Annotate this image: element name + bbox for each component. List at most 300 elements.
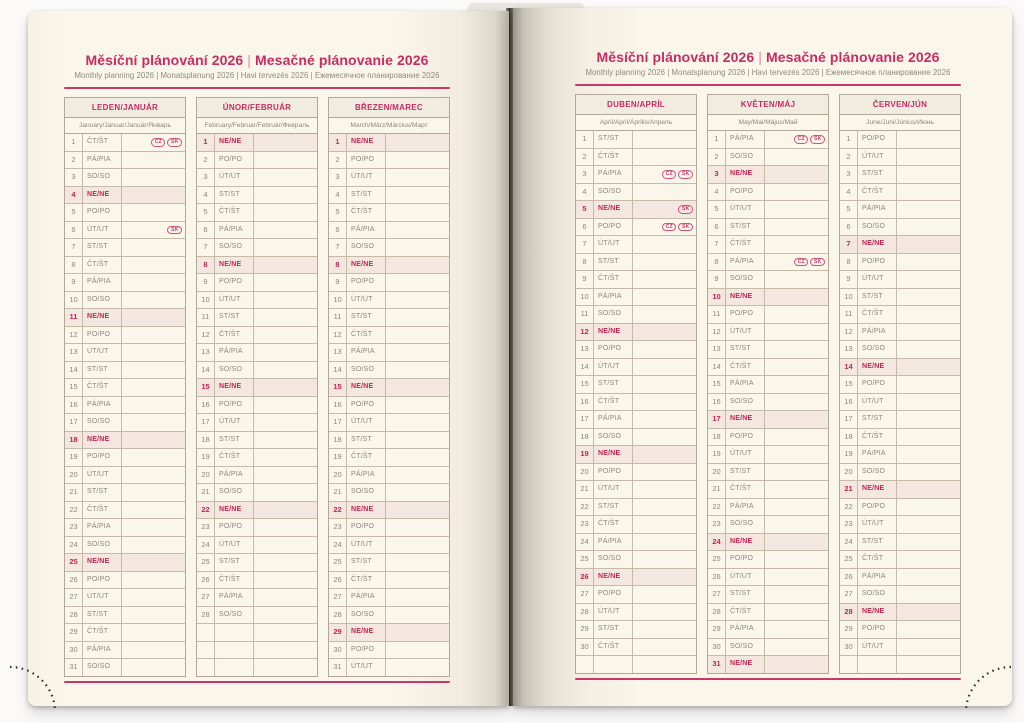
day-row — [840, 149, 960, 167]
day-number-cell: 19 — [329, 449, 347, 466]
day-number-cell: 23 — [197, 519, 215, 536]
day-row — [576, 166, 696, 184]
day-abbr-cell: NE/NE — [726, 534, 765, 551]
day-row — [708, 166, 828, 184]
day-row — [708, 219, 828, 237]
day-abbr-cell: PÁ/PIA — [347, 222, 386, 239]
day-number-cell: 19 — [840, 446, 858, 463]
day-row — [197, 484, 317, 502]
day-abbr-cell: ČT/ŠT — [858, 184, 897, 201]
day-abbr-cell: PO/PO — [594, 219, 633, 236]
day-abbr-cell: PO/PO — [858, 499, 897, 516]
month-table-april — [575, 94, 697, 674]
day-abbr-cell: ČT/ŠT — [83, 134, 122, 151]
day-row — [65, 379, 185, 397]
title-slovak: Mesačné plánovanie 2026 — [766, 49, 940, 65]
day-row — [576, 499, 696, 517]
day-abbr-cell: PÁ/PIA — [594, 411, 633, 428]
day-abbr-cell: PO/PO — [347, 397, 386, 414]
empty-row — [197, 659, 317, 676]
day-number-cell: 4 — [197, 187, 215, 204]
day-row — [65, 607, 185, 625]
day-number-cell: 26 — [65, 572, 83, 589]
day-abbr-cell: ÚT/UT — [83, 344, 122, 361]
day-notes-cell — [765, 639, 828, 656]
day-notes-cell — [633, 411, 696, 428]
day-notes-cell — [386, 239, 449, 256]
page-left-content — [64, 11, 450, 706]
day-number-cell: 6 — [840, 219, 858, 236]
day-row — [197, 169, 317, 187]
day-row — [329, 502, 449, 520]
day-notes-cell — [765, 184, 828, 201]
day-number-cell: 18 — [329, 432, 347, 449]
day-notes-cell — [254, 467, 317, 484]
day-abbr-cell: ST/ST — [83, 607, 122, 624]
day-notes-cell — [122, 379, 185, 396]
day-number-cell: 16 — [329, 397, 347, 414]
day-row — [329, 642, 449, 660]
day-number-cell: 12 — [576, 324, 594, 341]
day-number-cell: 17 — [708, 411, 726, 428]
day-row — [708, 429, 828, 447]
day-row — [576, 621, 696, 639]
day-row — [329, 537, 449, 555]
day-notes-cell — [254, 187, 317, 204]
day-abbr-cell: ST/ST — [726, 341, 765, 358]
month-languages-label: May/Mai/Május/Май — [708, 115, 828, 131]
day-abbr-cell: PÁ/PIA — [347, 589, 386, 606]
day-number-cell: 13 — [576, 341, 594, 358]
day-number-cell: 9 — [197, 274, 215, 291]
divider-bottom — [64, 681, 450, 683]
day-number-cell: 14 — [840, 359, 858, 376]
day-number-cell: 20 — [329, 467, 347, 484]
title-czech: Měsíční plánování 2026 — [85, 52, 244, 68]
day-abbr-cell: PÁ/PIA — [215, 222, 254, 239]
day-row — [197, 239, 317, 257]
day-notes-cell — [765, 236, 828, 253]
day-abbr-cell: PO/PO — [347, 642, 386, 659]
day-row — [840, 604, 960, 622]
day-row — [840, 254, 960, 272]
day-abbr-cell: SO/SO — [215, 239, 254, 256]
day-number-cell: 2 — [840, 149, 858, 166]
day-abbr-cell: ÚT/UT — [83, 467, 122, 484]
day-abbr-cell: SO/SO — [83, 414, 122, 431]
day-notes-cell — [765, 149, 828, 166]
day-notes-cell — [765, 306, 828, 323]
day-notes-cell — [633, 534, 696, 551]
day-number-cell: 31 — [65, 659, 83, 676]
page-right-content — [575, 8, 961, 706]
day-abbr-cell: PO/PO — [858, 621, 897, 638]
day-abbr-cell: PO/PO — [215, 274, 254, 291]
day-notes-cell — [254, 134, 317, 151]
empty-row — [197, 624, 317, 642]
day-number-cell: 30 — [65, 642, 83, 659]
day-number-cell: 9 — [329, 274, 347, 291]
day-abbr-cell: NE/NE — [215, 379, 254, 396]
divider-top — [64, 87, 450, 89]
day-row — [576, 376, 696, 394]
day-row — [576, 516, 696, 534]
day-notes-cell — [897, 411, 960, 428]
day-number-cell: 18 — [576, 429, 594, 446]
day-number-cell: 6 — [329, 222, 347, 239]
day-row — [576, 429, 696, 447]
day-notes-cell — [122, 397, 185, 414]
day-number-cell: 5 — [708, 201, 726, 218]
day-row — [708, 464, 828, 482]
day-abbr-cell: PÁ/PIA — [215, 344, 254, 361]
day-row — [576, 551, 696, 569]
day-row — [708, 394, 828, 412]
day-number-cell: 5 — [65, 204, 83, 221]
day-row — [576, 219, 696, 237]
day-abbr-cell: ST/ST — [347, 554, 386, 571]
month-tables-left — [64, 97, 450, 677]
day-number-cell: 4 — [576, 184, 594, 201]
day-number-cell: 2 — [197, 152, 215, 169]
day-notes-cell — [633, 201, 696, 218]
day-number-cell: 23 — [65, 519, 83, 536]
day-abbr-cell: NE/NE — [858, 359, 897, 376]
day-number-cell: 14 — [197, 362, 215, 379]
day-row — [576, 131, 696, 149]
day-row — [197, 589, 317, 607]
month-table-march — [328, 97, 450, 677]
day-number-cell: 15 — [197, 379, 215, 396]
day-row — [329, 187, 449, 205]
day-abbr-cell: ČT/ŠT — [347, 327, 386, 344]
day-number-cell: 5 — [329, 204, 347, 221]
day-notes-cell — [897, 464, 960, 481]
day-notes-cell — [386, 537, 449, 554]
day-abbr-cell: PÁ/PIA — [215, 589, 254, 606]
day-number-cell: 26 — [576, 569, 594, 586]
perforation-arc-left — [0, 640, 70, 720]
day-notes-cell — [254, 397, 317, 414]
day-notes-cell — [386, 257, 449, 274]
day-row — [840, 359, 960, 377]
day-abbr-cell: ÚT/UT — [594, 481, 633, 498]
day-row — [329, 519, 449, 537]
day-abbr-cell: NE/NE — [215, 257, 254, 274]
day-number-cell: 16 — [65, 397, 83, 414]
day-notes-cell — [897, 516, 960, 533]
month-table-june — [839, 94, 961, 674]
day-number-cell — [197, 642, 215, 659]
day-abbr-cell: NE/NE — [594, 201, 633, 218]
day-row — [197, 134, 317, 152]
day-row — [840, 166, 960, 184]
day-abbr-cell: PÁ/PIA — [347, 467, 386, 484]
day-row — [197, 467, 317, 485]
day-number-cell: 24 — [65, 537, 83, 554]
day-row — [576, 341, 696, 359]
day-abbr-cell: ČT/ŠT — [215, 449, 254, 466]
day-number-cell: 3 — [329, 169, 347, 186]
day-row — [840, 569, 960, 587]
day-notes-cell — [386, 187, 449, 204]
day-notes-cell — [122, 344, 185, 361]
day-notes-cell — [122, 134, 185, 151]
day-notes-cell — [122, 292, 185, 309]
day-abbr-cell: SO/SO — [215, 607, 254, 624]
day-abbr-cell: ČT/ŠT — [594, 516, 633, 533]
day-notes-cell — [254, 607, 317, 624]
day-number-cell: 7 — [197, 239, 215, 256]
day-notes-cell — [254, 484, 317, 501]
day-number-cell: 16 — [197, 397, 215, 414]
day-row — [840, 586, 960, 604]
day-abbr-cell: PÁ/PIA — [726, 131, 765, 148]
day-number-cell: 30 — [708, 639, 726, 656]
day-row — [840, 341, 960, 359]
day-notes-cell — [122, 519, 185, 536]
day-notes-cell — [897, 551, 960, 568]
day-abbr-cell: PÁ/PIA — [726, 254, 765, 271]
day-notes-cell — [897, 359, 960, 376]
day-number-cell: 11 — [329, 309, 347, 326]
day-number-cell: 2 — [329, 152, 347, 169]
day-notes-cell — [386, 659, 449, 676]
day-row — [65, 467, 185, 485]
day-abbr-cell: ČT/ŠT — [858, 306, 897, 323]
day-abbr-cell: NE/NE — [726, 411, 765, 428]
day-abbr-cell: SO/SO — [594, 306, 633, 323]
day-number-cell: 15 — [708, 376, 726, 393]
day-notes-cell — [633, 254, 696, 271]
day-abbr-cell: ČT/ŠT — [215, 572, 254, 589]
day-row — [197, 274, 317, 292]
day-row — [840, 271, 960, 289]
day-number-cell: 4 — [65, 187, 83, 204]
day-notes-cell — [897, 586, 960, 603]
day-number-cell: 24 — [708, 534, 726, 551]
day-abbr-cell: ST/ST — [215, 554, 254, 571]
day-abbr-cell: ÚT/UT — [347, 292, 386, 309]
day-number-cell: 29 — [576, 621, 594, 638]
day-abbr-cell: ČT/ŠT — [594, 149, 633, 166]
month-name-label: KVĚTEN/MÁJ — [708, 95, 828, 115]
day-notes-cell — [122, 257, 185, 274]
day-row — [708, 306, 828, 324]
day-abbr-cell: PO/PO — [215, 397, 254, 414]
day-notes-cell — [122, 607, 185, 624]
day-notes-cell — [122, 187, 185, 204]
day-number-cell: 15 — [65, 379, 83, 396]
day-abbr-cell: PÁ/PIA — [726, 376, 765, 393]
day-notes-cell — [254, 642, 317, 659]
day-notes-cell — [122, 537, 185, 554]
day-abbr-cell: SO/SO — [347, 239, 386, 256]
day-row — [65, 659, 185, 676]
day-row — [708, 586, 828, 604]
page-subtitle: Monthly planning 2026 | Monatsplanung 2026 | Havi tervezés 2026 | Ежемесячное планирование 2026 — [585, 68, 951, 77]
day-row — [576, 464, 696, 482]
day-number-cell: 9 — [708, 271, 726, 288]
empty-row — [197, 642, 317, 660]
day-abbr-cell: SO/SO — [726, 394, 765, 411]
day-row — [708, 184, 828, 202]
day-abbr-cell: PÁ/PIA — [726, 499, 765, 516]
day-notes-cell — [254, 309, 317, 326]
day-abbr-cell: PO/PO — [594, 341, 633, 358]
day-notes-cell — [633, 586, 696, 603]
day-abbr-cell: SO/SO — [858, 219, 897, 236]
day-row — [576, 236, 696, 254]
day-abbr-cell: ST/ST — [215, 187, 254, 204]
day-abbr-cell: ÚT/UT — [726, 201, 765, 218]
day-row — [65, 432, 185, 450]
day-notes-cell — [122, 169, 185, 186]
month-name-label: DUBEN/APRÍL — [576, 95, 696, 115]
day-number-cell: 10 — [708, 289, 726, 306]
day-number-cell: 8 — [329, 257, 347, 274]
day-row — [329, 239, 449, 257]
day-notes-cell — [633, 236, 696, 253]
day-row — [708, 324, 828, 342]
day-abbr-cell: ST/ST — [858, 289, 897, 306]
day-number-cell: 11 — [708, 306, 726, 323]
day-abbr-cell: PO/PO — [347, 152, 386, 169]
day-number-cell — [840, 656, 858, 673]
page-title — [64, 52, 450, 68]
day-number-cell: 29 — [708, 621, 726, 638]
day-number-cell: 27 — [329, 589, 347, 606]
month-languages-label: March/März/Március/Март — [329, 118, 449, 134]
day-abbr-cell: NE/NE — [83, 187, 122, 204]
day-abbr-cell: NE/NE — [83, 432, 122, 449]
day-row — [840, 219, 960, 237]
day-row — [197, 344, 317, 362]
month-languages-label: January/Januar/Január/Январь — [65, 118, 185, 134]
day-number-cell: 13 — [708, 341, 726, 358]
day-number-cell: 1 — [576, 131, 594, 148]
day-abbr-cell: PO/PO — [726, 551, 765, 568]
day-notes-cell — [122, 572, 185, 589]
day-row — [576, 569, 696, 587]
day-notes-cell — [897, 271, 960, 288]
day-row — [840, 464, 960, 482]
day-abbr-cell: NE/NE — [83, 554, 122, 571]
day-number-cell: 8 — [840, 254, 858, 271]
day-number-cell: 1 — [840, 131, 858, 148]
day-number-cell: 31 — [708, 656, 726, 673]
title-slovak: Mesačné plánovanie 2026 — [255, 52, 429, 68]
day-notes-cell — [765, 219, 828, 236]
day-abbr-cell: PÁ/PIA — [83, 152, 122, 169]
day-row — [708, 446, 828, 464]
day-row — [197, 432, 317, 450]
day-row — [65, 502, 185, 520]
day-row — [65, 624, 185, 642]
day-abbr-cell: PÁ/PIA — [83, 519, 122, 536]
day-abbr-cell: PO/PO — [83, 572, 122, 589]
holiday-badge-cz: CZ — [794, 258, 808, 267]
day-row — [708, 411, 828, 429]
day-abbr-cell: ČT/ŠT — [83, 379, 122, 396]
day-abbr-cell — [215, 642, 254, 659]
day-notes-cell — [386, 449, 449, 466]
day-row — [840, 499, 960, 517]
day-abbr-cell: SO/SO — [83, 537, 122, 554]
day-row — [840, 289, 960, 307]
day-abbr-cell: NE/NE — [347, 624, 386, 641]
day-number-cell: 3 — [840, 166, 858, 183]
day-number-cell: 17 — [576, 411, 594, 428]
day-notes-cell — [765, 166, 828, 183]
day-notes-cell — [897, 149, 960, 166]
day-number-cell: 22 — [197, 502, 215, 519]
day-notes-cell — [633, 429, 696, 446]
day-number-cell: 28 — [840, 604, 858, 621]
day-row — [329, 257, 449, 275]
day-abbr-cell: PÁ/PIA — [858, 201, 897, 218]
day-abbr-cell: ST/ST — [858, 166, 897, 183]
divider-top — [575, 84, 961, 86]
day-number-cell: 11 — [197, 309, 215, 326]
day-abbr-cell: ST/ST — [347, 187, 386, 204]
day-abbr-cell: ČT/ŠT — [858, 551, 897, 568]
day-notes-cell — [386, 274, 449, 291]
day-row — [329, 152, 449, 170]
day-notes-cell — [897, 236, 960, 253]
day-notes-cell — [765, 446, 828, 463]
month-tables-right — [575, 94, 961, 674]
day-row — [840, 446, 960, 464]
day-row — [708, 481, 828, 499]
day-abbr-cell: SO/SO — [83, 169, 122, 186]
day-row — [576, 306, 696, 324]
day-notes-cell — [386, 169, 449, 186]
day-abbr-cell: NE/NE — [83, 309, 122, 326]
day-row — [65, 449, 185, 467]
day-number-cell: 19 — [576, 446, 594, 463]
day-abbr-cell — [215, 659, 254, 676]
day-notes-cell — [765, 131, 828, 148]
day-notes-cell — [122, 239, 185, 256]
day-abbr-cell: PO/PO — [726, 184, 765, 201]
day-abbr-cell: NE/NE — [858, 604, 897, 621]
day-abbr-cell: ST/ST — [726, 219, 765, 236]
day-row — [576, 586, 696, 604]
day-row — [708, 604, 828, 622]
day-number-cell: 6 — [708, 219, 726, 236]
day-notes-cell — [386, 484, 449, 501]
day-abbr-cell: ST/ST — [83, 239, 122, 256]
day-row — [65, 152, 185, 170]
day-row — [840, 621, 960, 639]
day-abbr-cell: NE/NE — [726, 289, 765, 306]
day-number-cell: 19 — [65, 449, 83, 466]
day-row — [708, 639, 828, 657]
day-number-cell: 21 — [197, 484, 215, 501]
day-row — [329, 467, 449, 485]
day-row — [197, 152, 317, 170]
month-name-label: ÚNOR/FEBRUÁR — [197, 98, 317, 118]
day-notes-cell — [386, 572, 449, 589]
day-notes-cell — [254, 379, 317, 396]
day-row — [576, 481, 696, 499]
day-number-cell: 3 — [65, 169, 83, 186]
day-notes-cell — [765, 289, 828, 306]
day-row — [576, 394, 696, 412]
day-number-cell: 9 — [576, 271, 594, 288]
day-number-cell: 10 — [65, 292, 83, 309]
